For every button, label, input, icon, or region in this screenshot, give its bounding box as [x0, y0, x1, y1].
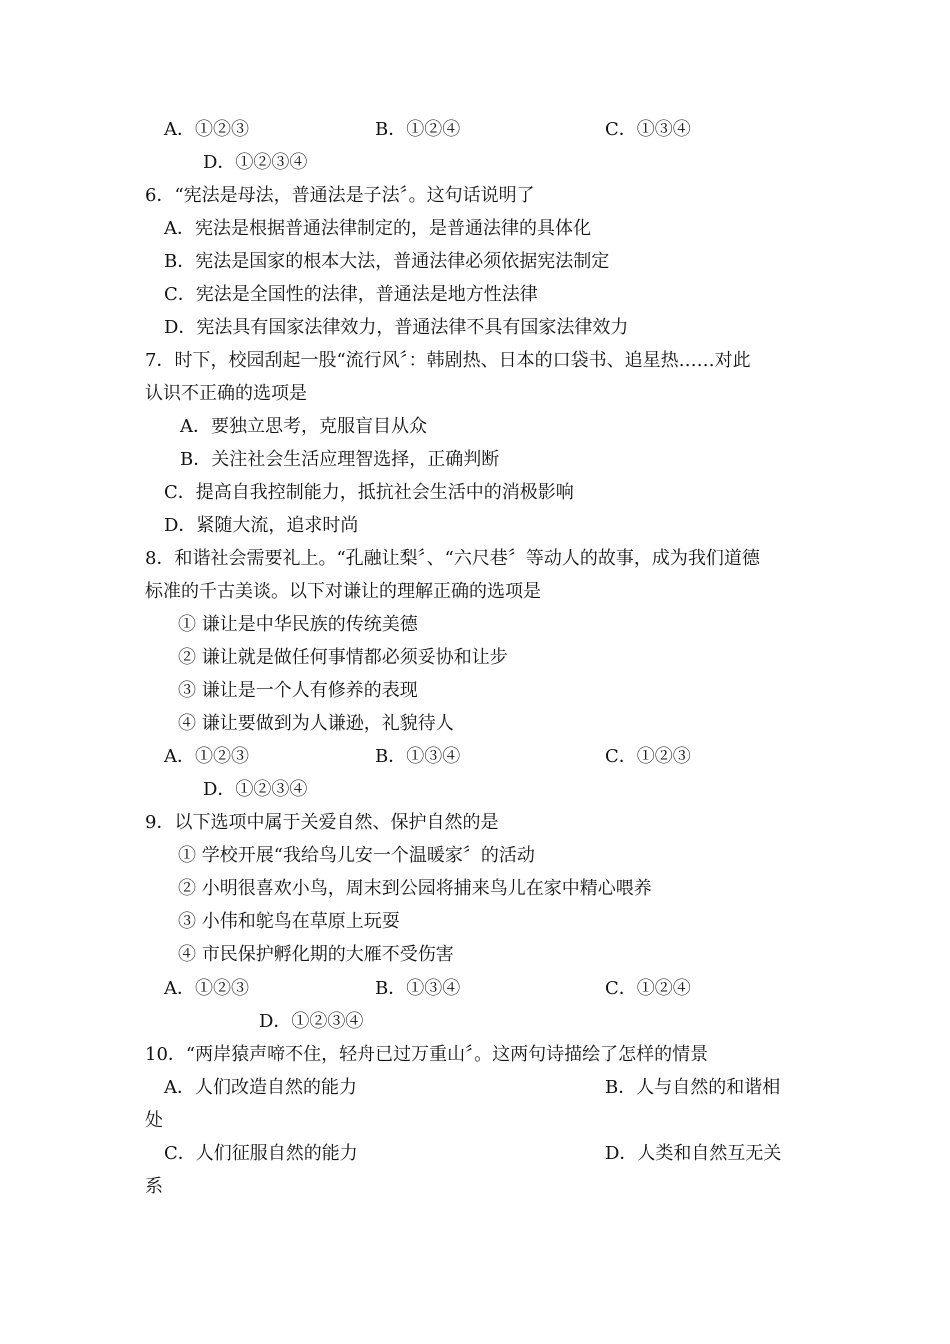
q9-option-d: D．①②③④	[259, 1011, 364, 1032]
q10-option-b: B．人与自然的和谐相	[605, 1077, 781, 1098]
q8-option-c: C．①②③	[605, 746, 691, 767]
q8-option-b: B．①③④	[375, 746, 461, 767]
q8-option-d: D．①②③④	[203, 779, 308, 800]
q6-option-b: B．宪法是国家的根本大法，普通法律必须依据宪法制定	[164, 251, 610, 272]
q8-item-1: ① 谦让是中华民族的传统美德	[178, 614, 418, 635]
q7-option-b: B．关注社会生活应理智选择，正确判断	[180, 449, 500, 470]
q8-stem-line-1: 8．和谐社会需要礼上。“孔融让梨〞、“六尺巷〞等动人的故事，成为我们道德	[145, 548, 760, 569]
q8-item-3: ③ 谦让是一个人有修养的表现	[178, 680, 418, 701]
q5-option-d: D．①②③④	[203, 152, 308, 173]
q6-option-d: D．宪法具有国家法律效力，普通法律不具有国家法律效力	[164, 317, 629, 338]
q10-option-d-wrap: 系	[145, 1176, 163, 1197]
q6-stem: 6．“宪法是母法，普通法是子法〞。这句话说明了	[145, 185, 535, 206]
q9-item-1: ① 学校开展“我给鸟儿安一个温暖家〞的活动	[178, 845, 535, 866]
q9-item-2: ② 小明很喜欢小鸟，周末到公园将捕来鸟儿在家中精心喂养	[178, 878, 652, 899]
q6-option-c: C．宪法是全国性的法律，普通法是地方性法律	[164, 284, 538, 305]
q5-option-c: C．①③④	[605, 119, 691, 140]
q5-option-a: A．①②③	[164, 119, 249, 140]
q7-option-c: C．提高自我控制能力，抵抗社会生活中的消极影响	[164, 482, 574, 503]
q7-stem-line-2: 认识不正确的选项是	[145, 383, 307, 404]
q7-stem-line-1: 7．时下，校园刮起一股“流行风〞：韩剧热、日本的口袋书、追星热……对此	[145, 350, 751, 371]
q8-item-4: ④ 谦让要做到为人谦逊，礼貌待人	[178, 713, 454, 734]
q8-item-2: ② 谦让就是做任何事情都必须妥协和让步	[178, 647, 508, 668]
q7-option-a: A．要独立思考，克服盲目从众	[180, 416, 427, 437]
q7-option-d: D．紧随大流，追求时尚	[164, 515, 359, 536]
q9-stem: 9．以下选项中属于关爱自然、保护自然的是	[145, 812, 499, 833]
q6-option-a: A．宪法是根据普通法律制定的，是普通法律的具体化	[164, 218, 591, 239]
q9-item-4: ④ 市民保护孵化期的大雁不受伤害	[178, 944, 454, 965]
q9-item-3: ③ 小伟和鸵鸟在草原上玩耍	[178, 911, 400, 932]
q10-option-b-wrap: 处	[145, 1110, 163, 1131]
q10-stem: 10．“两岸猿声啼不住，轻舟已过万重山〞。这两句诗描绘了怎样的情景	[145, 1044, 709, 1065]
q9-option-a: A．①②③	[164, 978, 249, 999]
q8-stem-line-2: 标准的千古美谈。以下对谦让的理解正确的选项是	[145, 581, 541, 602]
q9-option-b: B．①③④	[375, 978, 461, 999]
q10-option-a: A．人们改造自然的能力	[164, 1077, 357, 1098]
q10-option-d: D．人类和自然互无关	[605, 1143, 782, 1164]
q10-option-c: C．人们征服自然的能力	[164, 1143, 358, 1164]
q8-option-a: A．①②③	[164, 746, 249, 767]
q9-option-c: C．①②④	[605, 978, 691, 999]
q5-option-b: B．①②④	[375, 119, 461, 140]
